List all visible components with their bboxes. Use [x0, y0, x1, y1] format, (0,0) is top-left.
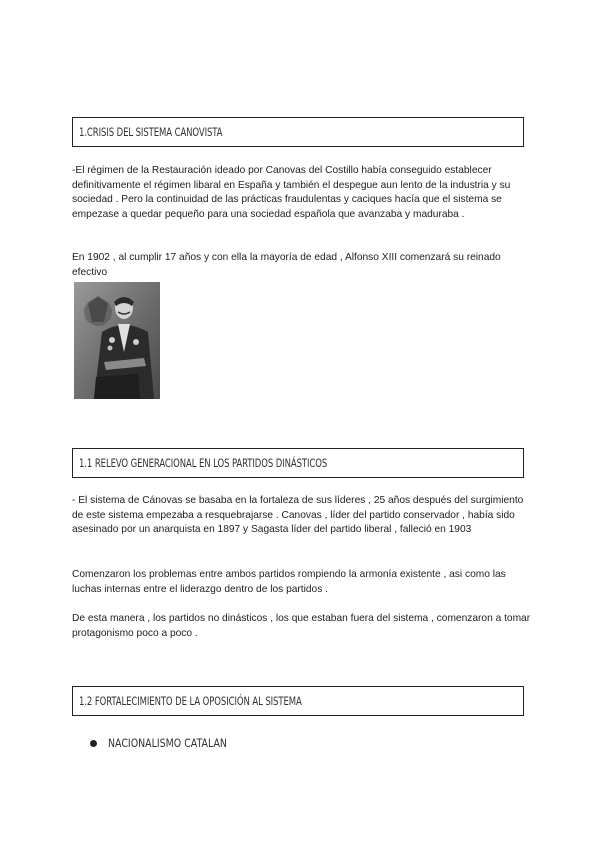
paragraph-non-dynastic: De esta manera , los partidos no dinásticos , los que estaban fuera del sistema , comenzaron a tomar protagonismo poco a poco . — [72, 613, 531, 639]
list-item-label: NACIONALISMO CATALAN — [108, 736, 227, 750]
section-heading-text: 1.CRISIS DEL SISTEMA CANOVISTA — [79, 125, 223, 139]
paragraph-alfonso-xiii: En 1902 , al cumplir 17 años y con ella la mayoría de edad , Alfonso XIII comenzará su reinado efectivo — [72, 252, 501, 278]
section-heading-text: 1.2 FORTALECIMIENTO DE LA OPOSICIÓN AL SISTEMA — [79, 694, 302, 708]
alfonso-xiii-photo — [74, 282, 160, 399]
paragraph-restauracion: -El régimen de la Restauración ideado por Canovas del Costillo había conseguido establecer definitivamente el régimen libaral en España y también el despegue aun lento de la industria y su sociedad . Pero la continuidad de las prácticas fraudulentas y caciques hacía que el sistema se empezase a quedar pequeño para una sociedad española que avanzaba y maduraba . — [72, 165, 511, 220]
list-item — [90, 736, 253, 750]
bullet-icon — [90, 740, 97, 747]
paragraph-problems: Comenzaron los problemas entre ambos partidos rompiendo la armonía existente , asi como las luchas internas entre el liderazgo dentro de los partidos . — [72, 569, 506, 595]
section-heading-relevo — [72, 448, 524, 478]
section-heading-text: 1.1 RELEVO GENERACIONAL EN LOS PARTIDOS DINÁSTICOS — [79, 456, 328, 470]
paragraph-canovas-system: - El sistema de Cánovas se basaba en la fortaleza de sus líderes , 25 años después del surgimiento de este sistema empezaba a resquebrajarse . Canovas , líder del partido conservador , había sido asesinado por un anarquista en 1897 y Sagasta líder del partido liberal , falleció en 1903 — [72, 495, 524, 536]
section-heading-oposicion — [72, 686, 524, 716]
section-heading-crisis — [72, 117, 524, 147]
